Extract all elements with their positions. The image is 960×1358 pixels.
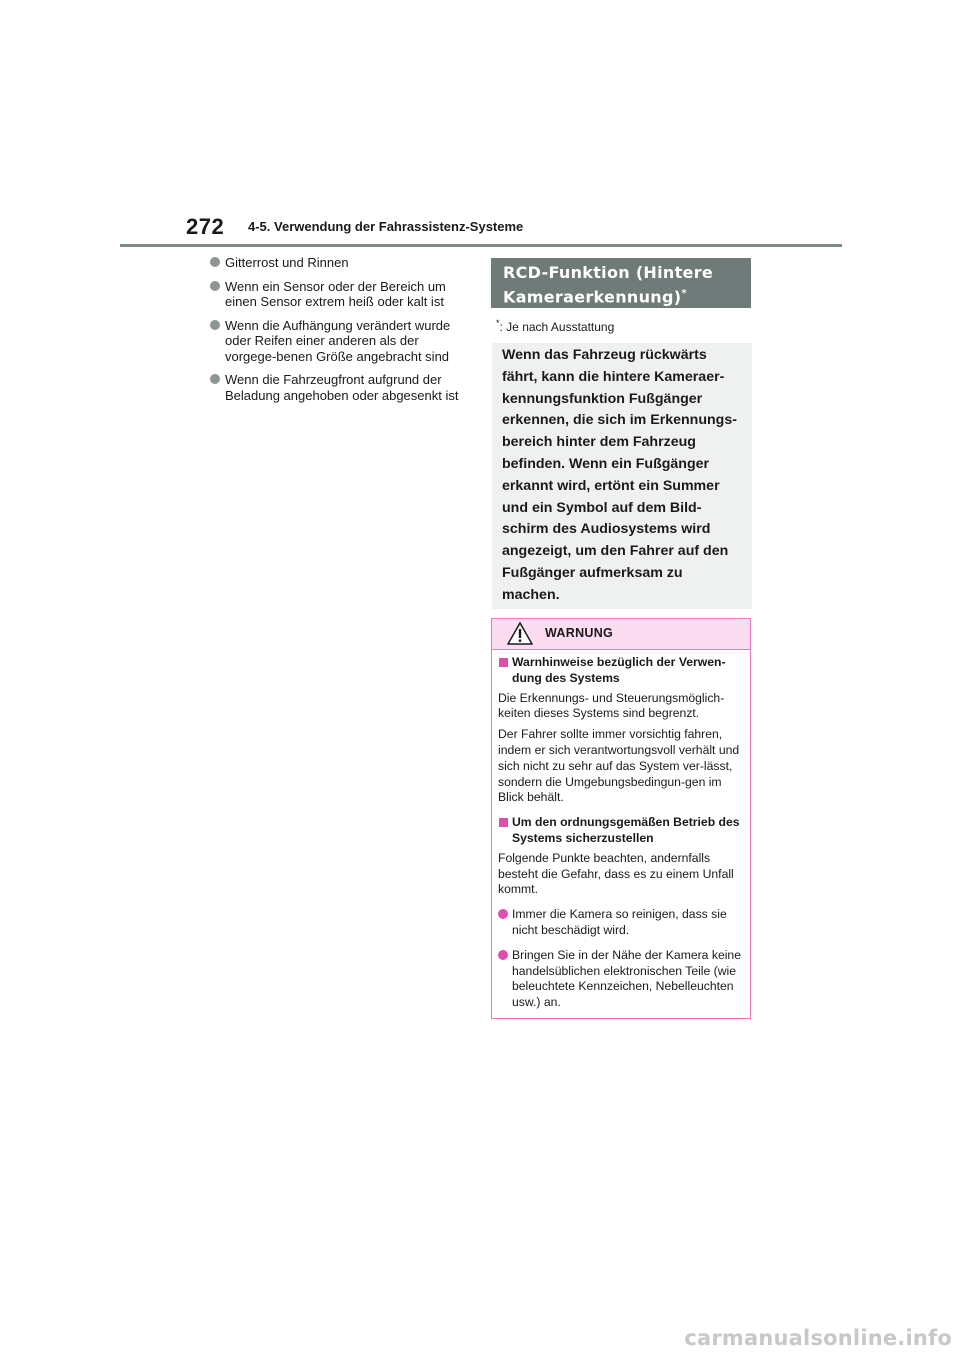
summary-box <box>492 343 752 609</box>
warning-title: WARNUNG <box>545 626 614 640</box>
bullet-dot-icon <box>498 909 508 919</box>
warning-heading: Warnhinweise bezüglich der Verwen-dung des Systems <box>498 655 742 687</box>
condition-list <box>210 255 472 403</box>
warning-box <box>491 618 751 1019</box>
bullet-dot-icon <box>210 374 220 384</box>
bullet-dot-icon <box>210 281 220 291</box>
header-divider <box>120 244 842 247</box>
list-item: Bringen Sie in der Nähe der Kamera keine handelsüblichen elektronischen Teile (wie beleuchtete Kennzeichen, Nebelleuchten usw.) an. <box>498 948 742 1011</box>
warning-heading: Um den ordnungsgemäßen Betrieb des Systems sicherzustellen <box>498 815 742 847</box>
section-title-line2: Kameraerkennung)* <box>503 287 687 307</box>
warning-paragraph: Folgende Punkte beachten, andernfalls besteht die Gefahr, dass es zu einem Unfall kommt. <box>498 850 734 897</box>
list-item: Immer die Kamera so reinigen, dass sie nicht beschädigt wird. <box>498 907 742 939</box>
warning-triangle-icon <box>507 622 533 645</box>
chapter-title: 4-5. Verwendung der Fahrassistenz-Systeme <box>248 219 524 234</box>
warning-list <box>498 907 742 1011</box>
list-item: Wenn ein Sensor oder der Bereich um einen Sensor extrem heiß oder kalt ist <box>210 279 472 310</box>
footnote-mark: * <box>681 288 687 299</box>
warning-body <box>492 650 750 1011</box>
page-number: 272 <box>186 214 225 239</box>
section-title <box>491 258 751 308</box>
summary-text: Wenn das Fahrzeug rückwärts fährt, kann die hintere Kameraer-kennungsfunktion Fußgänger erkennen, die sich im Erkennungs-bereich hinter dem Fahrzeug befinden. Wenn ein Fußgänger erkannt wird, ertönt ein Summer und ein Symbol auf dem Bild-schirm des Audiosystems wird angezeigt, um den Fahrer auf den Fußgänger aufmerksam zu machen. <box>502 347 737 603</box>
bullet-dot-icon <box>210 320 220 330</box>
square-bullet-icon <box>499 658 508 667</box>
warning-header <box>492 619 750 650</box>
list-item: Wenn die Fahrzeugfront aufgrund der Beladung angehoben oder abgesenkt ist <box>210 372 472 403</box>
list-item: Gitterrost und Rinnen <box>210 255 472 271</box>
left-column <box>210 255 472 411</box>
footnote: *: Je nach Ausstattung <box>496 318 615 334</box>
warning-paragraph: Der Fahrer sollte immer vorsichtig fahren, indem er sich verantwortungsvoll verhält und sich nicht zu sehr auf das System ver-lässt, sondern die Umgebungsbedingun-gen im Blick behält. <box>498 727 740 805</box>
watermark: carmanualsonline.info <box>684 1326 952 1350</box>
square-bullet-icon <box>499 818 508 827</box>
warning-paragraph: Die Erkennungs- und Steuerungsmöglich-keiten dieses Systems sind begrenzt. <box>498 690 725 721</box>
list-item: Wenn die Aufhängung verändert wurde oder Reifen einer anderen als der vorgege-benen Größe angebracht sind <box>210 318 472 365</box>
bullet-dot-icon <box>210 257 220 267</box>
bullet-dot-icon <box>498 950 508 960</box>
section-title-line1: RCD-Funktion (Hintere <box>503 263 714 282</box>
